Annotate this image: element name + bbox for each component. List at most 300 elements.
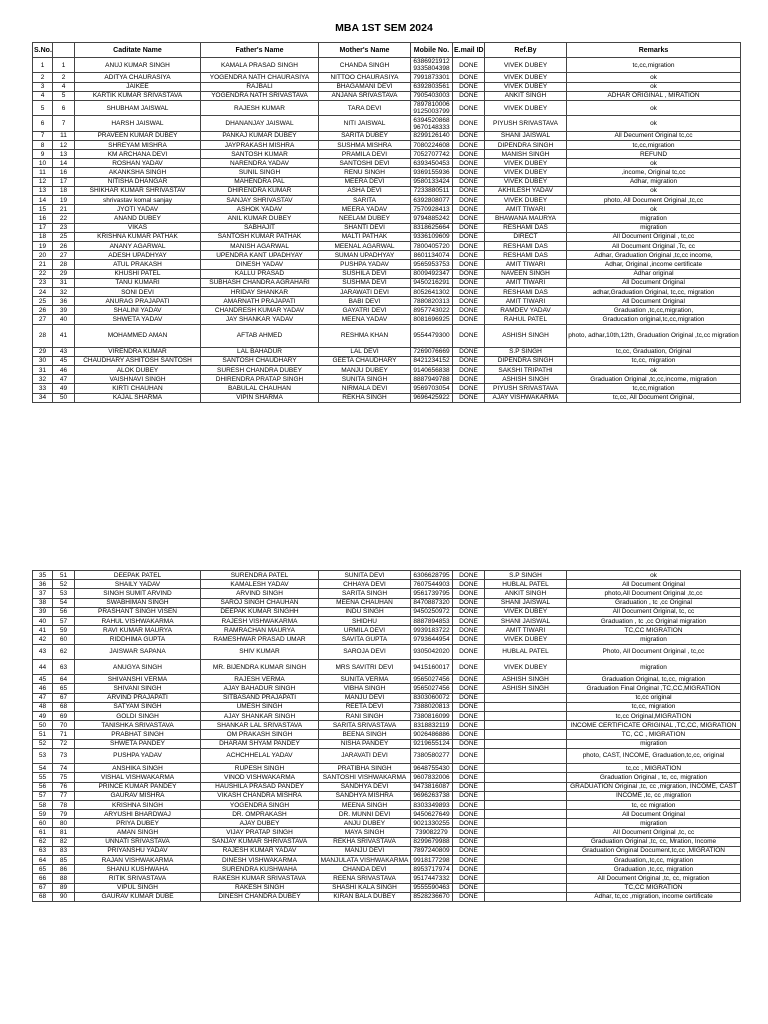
cell-remarks: Adhar original [567, 269, 741, 278]
cell-no: 25 [53, 232, 75, 241]
cell-no: 23 [53, 223, 75, 232]
cell-ref-by: RAHUL PATEL [485, 315, 567, 324]
table-row [33, 251, 741, 260]
cell-mother-name: SARITA DUBEY [319, 131, 411, 140]
cell-candidate-name: VISHAL VISHWAKARMA [75, 773, 201, 782]
cell-email-status: DONE [453, 644, 485, 659]
cell-email-status: DONE [453, 223, 485, 232]
cell-father-name: DR. OMPRAKASH [201, 810, 319, 819]
cell-mobile: 8081696925 [411, 315, 453, 324]
cell-father-name: RAJESH VISHWAKARMA [201, 616, 319, 625]
cell-father-name: SANJAY SHRIVASTAV [201, 196, 319, 205]
table-row [33, 721, 741, 730]
table-row [33, 82, 741, 91]
table-row [33, 324, 741, 347]
cell-no: 51 [53, 571, 75, 580]
cell-candidate-name: ADITYA CHAURASIYA [75, 73, 201, 82]
cell-email-status: DONE [453, 730, 485, 739]
cell-ref-by: SHANI JAISWAL [485, 131, 567, 140]
table-row [33, 739, 741, 748]
cell-mobile: 9219655124 [411, 739, 453, 748]
header-blank [53, 43, 75, 58]
cell-sno: 7 [33, 131, 53, 140]
cell-no: 56 [53, 607, 75, 616]
cell-mobile: 9580133424 [411, 177, 453, 186]
cell-father-name: SHIV KUMAR [201, 644, 319, 659]
table-row [33, 693, 741, 702]
cell-sno: 5 [33, 100, 53, 115]
cell-mobile: 8953717974 [411, 865, 453, 874]
cell-father-name: KAMALESH YADAV [201, 580, 319, 589]
table-row [33, 819, 741, 828]
cell-no: 88 [53, 874, 75, 883]
table-row [33, 366, 741, 375]
cell-ref-by [485, 693, 567, 702]
cell-candidate-name: JAISWAR SAPANA [75, 644, 201, 659]
cell-father-name: RAKESH KUMAR SRIVASTAVA [201, 874, 319, 883]
cell-remarks: tc,cc, Graduation, Original [567, 347, 741, 356]
table-row [33, 140, 741, 149]
cell-no: 31 [53, 278, 75, 287]
cell-candidate-name: GAURAV KUMAR DUBE [75, 892, 201, 901]
header-father-name: Father's Name [201, 43, 319, 58]
cell-candidate-name: ARVIND PRAJAPATI [75, 693, 201, 702]
cell-mother-name: PRATIBHA SINGH [319, 764, 411, 773]
cell-ref-by: HUBLAL PATEL [485, 580, 567, 589]
header-sno: S.No. [33, 43, 53, 58]
cell-remarks: REFUND [567, 150, 741, 159]
cell-email-status: DONE [453, 892, 485, 901]
cell-email-status: DONE [453, 837, 485, 846]
cell-candidate-name: DEEPAK PATEL [75, 571, 201, 580]
cell-father-name: UPENDRA KANT UPADHYAY [201, 251, 319, 260]
cell-email-status: DONE [453, 91, 485, 100]
cell-ref-by: S.P SINGH [485, 571, 567, 580]
cell-email-status: DONE [453, 684, 485, 693]
cell-father-name: DHARAM SHYAM PANDEY [201, 739, 319, 748]
cell-no: 72 [53, 739, 75, 748]
cell-father-name: KALLU PRASAD [201, 269, 319, 278]
cell-email-status: DONE [453, 791, 485, 800]
cell-no: 78 [53, 800, 75, 809]
cell-mother-name: SANTOSHI VISHWAKARMA [319, 773, 411, 782]
cell-mobile: 6392803561 [411, 82, 453, 91]
cell-mobile: 9696425922 [411, 393, 453, 402]
cell-mobile: 7897240809 [411, 846, 453, 855]
cell-mobile: 7388020813 [411, 702, 453, 711]
cell-mother-name: SARITA SINGH [319, 589, 411, 598]
cell-remarks: photo, All Document Original ,tc,cc [567, 196, 741, 205]
cell-ref-by [485, 883, 567, 892]
cell-no: 2 [53, 73, 75, 82]
cell-candidate-name: JAIKEE [75, 82, 201, 91]
table-row [33, 116, 741, 131]
cell-candidate-name: SATYAM SINGH [75, 702, 201, 711]
cell-ref-by: DIPENDRA SINGH [485, 140, 567, 149]
cell-mother-name: NITTOO CHAURASIYA [319, 73, 411, 82]
cell-candidate-name: shrivastav komal sanjay [75, 196, 201, 205]
cell-remarks: tc,cc, migration [567, 702, 741, 711]
header-ref-by: Ref.By [485, 43, 567, 58]
cell-mobile: 8009492347 [411, 269, 453, 278]
cell-candidate-name: MOHAMMED AMAN [75, 324, 201, 347]
cell-candidate-name: ANSHIKA SINGH [75, 764, 201, 773]
cell-father-name: DINESH VISHWAKARMA [201, 856, 319, 865]
cell-no: 36 [53, 297, 75, 306]
cell-mobile: 9561739795 [411, 589, 453, 598]
cell-remarks: Adhar, Graduation Original ,tc,cc income, [567, 251, 741, 260]
table-row [33, 598, 741, 607]
cell-sno: 25 [33, 297, 53, 306]
cell-remarks: ok [567, 571, 741, 580]
cell-ref-by: AMIT TIWARI [485, 626, 567, 635]
cell-candidate-name: ALOK DUBEY [75, 366, 201, 375]
cell-no: 32 [53, 287, 75, 296]
table-row [33, 287, 741, 296]
cell-sno: 22 [33, 269, 53, 278]
cell-no: 74 [53, 764, 75, 773]
cell-sno: 62 [33, 837, 53, 846]
cell-remarks: All Document Original [567, 297, 741, 306]
cell-email-status: DONE [453, 324, 485, 347]
cell-no: 52 [53, 580, 75, 589]
cell-mother-name: SARITA SRIVASTAVA [319, 721, 411, 730]
cell-no: 12 [53, 140, 75, 149]
cell-no: 53 [53, 589, 75, 598]
cell-email-status: DONE [453, 856, 485, 865]
table-row [33, 616, 741, 625]
cell-mobile: 9473816087 [411, 782, 453, 791]
cell-mother-name: MEERA YADAV [319, 205, 411, 214]
cell-mobile: 9793644954 [411, 635, 453, 644]
cell-mother-name: SAVITA GUPTA [319, 635, 411, 644]
cell-candidate-name: KRISHNA KUMAR PATHAK [75, 232, 201, 241]
cell-ref-by: NAVEEN SINGH [485, 269, 567, 278]
cell-mobile: 9565027456 [411, 675, 453, 684]
cell-father-name: PANKAJ KUMAR DUBEY [201, 131, 319, 140]
table-row [33, 232, 741, 241]
cell-father-name: CHANDRESH KUMAR YADAV [201, 306, 319, 315]
cell-mother-name: GEETA CHAUDHARY [319, 356, 411, 365]
cell-no: 39 [53, 306, 75, 315]
cell-remarks: migration [567, 739, 741, 748]
cell-mother-name: SHIDHU [319, 616, 411, 625]
cell-mother-name: MANJU DUBEY [319, 366, 411, 375]
cell-ref-by [485, 819, 567, 828]
cell-email-status: DONE [453, 748, 485, 763]
cell-sno: 32 [33, 375, 53, 384]
cell-sno: 10 [33, 159, 53, 168]
cell-sno: 66 [33, 874, 53, 883]
cell-candidate-name: PRIYANSHU YADAV [75, 846, 201, 855]
cell-candidate-name: VAISHNAVI SINGH [75, 375, 201, 384]
cell-mother-name: REENA SRIVASTAVA [319, 874, 411, 883]
cell-no: 46 [53, 366, 75, 375]
cell-mother-name: SAROJA DEVI [319, 644, 411, 659]
table-row [33, 644, 741, 659]
cell-father-name: SABHAJIT [201, 223, 319, 232]
cell-remarks: Graduation Original Document,tc,cc ,MIGRATION [567, 846, 741, 855]
cell-mother-name: SUSHILA DEVI [319, 269, 411, 278]
cell-sno: 24 [33, 287, 53, 296]
cell-candidate-name: SHWETA PANDEY [75, 739, 201, 748]
cell-sno: 44 [33, 659, 53, 674]
cell-sno: 39 [33, 607, 53, 616]
table-row [33, 315, 741, 324]
cell-candidate-name: SHANU KUSHWAHA [75, 865, 201, 874]
cell-father-name: SAROJ SINGH CHAUHAN [201, 598, 319, 607]
cell-ref-by [485, 748, 567, 763]
header-candidate-name: Caditate Name [75, 43, 201, 58]
cell-ref-by: SAKSHI TRIPATHI [485, 366, 567, 375]
cell-sno: 56 [33, 782, 53, 791]
cell-mobile: 7269076669 [411, 347, 453, 356]
cell-candidate-name: AKANKSHA SINGH [75, 168, 201, 177]
cell-remarks: ok [567, 186, 741, 195]
cell-father-name: LAL BAHADUR [201, 347, 319, 356]
cell-mother-name: NEELAM DUBEY [319, 214, 411, 223]
cell-email-status: DONE [453, 232, 485, 241]
cell-mother-name: MEENAL AGARWAL [319, 241, 411, 250]
cell-ref-by [485, 773, 567, 782]
cell-mobile: 8887949788 [411, 375, 453, 384]
table-body-1 [33, 58, 741, 403]
table-row [33, 375, 741, 384]
cell-candidate-name: CHAUDHARY ASHITOSH SANTOSH [75, 356, 201, 365]
cell-candidate-name: KHUSHI PATEL [75, 269, 201, 278]
table-row [33, 223, 741, 232]
cell-email-status: DONE [453, 214, 485, 223]
table-row [33, 764, 741, 773]
cell-no: 7 [53, 116, 75, 131]
cell-mother-name: RANI SINGH [319, 712, 411, 721]
page-title: MBA 1ST SEM 2024 [335, 22, 433, 34]
cell-candidate-name: NITISHA DHANGAR [75, 177, 201, 186]
cell-remarks: Graduation , tc ,cc Original [567, 598, 741, 607]
cell-candidate-name: GOLDI SINGH [75, 712, 201, 721]
cell-mobile: 9450216291 [411, 278, 453, 287]
cell-no: 83 [53, 846, 75, 855]
header-remarks: Remarks [567, 43, 741, 58]
cell-ref-by: HUBLAL PATEL [485, 644, 567, 659]
student-table-1 [32, 42, 741, 403]
cell-sno: 3 [33, 82, 53, 91]
cell-ref-by: AMIT TIWARI [485, 205, 567, 214]
cell-candidate-name: SHUBHAM JAISWAL [75, 100, 201, 115]
cell-remarks: tc,cc,migration [567, 384, 741, 393]
cell-candidate-name: SHAILY YADAV [75, 580, 201, 589]
cell-mobile: 9415160017 [411, 659, 453, 674]
cell-sno: 30 [33, 356, 53, 365]
cell-mobile: 9918177298 [411, 856, 453, 865]
cell-mother-name: MANJULATA VISHWAKARMA [319, 856, 411, 865]
table-row [33, 356, 741, 365]
cell-ref-by [485, 721, 567, 730]
cell-sno: 63 [33, 846, 53, 855]
cell-sno: 41 [33, 626, 53, 635]
cell-mother-name: MANJU DEVI [319, 693, 411, 702]
cell-remarks: Graduation , tc ,cc Original migration [567, 616, 741, 625]
cell-no: 64 [53, 675, 75, 684]
cell-sno: 42 [33, 635, 53, 644]
cell-sno: 36 [33, 580, 53, 589]
table-row [33, 712, 741, 721]
cell-mother-name: SHANTI DEVI [319, 223, 411, 232]
cell-sno: 6 [33, 116, 53, 131]
cell-remarks: ok [567, 366, 741, 375]
cell-ref-by [485, 810, 567, 819]
cell-mobile: 9450627649 [411, 810, 453, 819]
cell-mother-name: CHANDA SINGH [319, 58, 411, 73]
cell-sno: 11 [33, 168, 53, 177]
cell-remarks: All Document Original , tc,cc [567, 232, 741, 241]
header-mother-name: Mother's Name [319, 43, 411, 58]
cell-mother-name: SANDHYA DEVI [319, 782, 411, 791]
cell-mother-name: SARITA [319, 196, 411, 205]
cell-candidate-name: KAJAL SHARMA [75, 393, 201, 402]
cell-father-name: RAJESH VERMA [201, 675, 319, 684]
cell-sno: 55 [33, 773, 53, 782]
cell-remarks: tc,cc, All Document Original, [567, 393, 741, 402]
cell-no: 65 [53, 684, 75, 693]
cell-mobile: 8303349893 [411, 800, 453, 809]
cell-father-name: AJAY BAHADUR SINGH [201, 684, 319, 693]
cell-no: 21 [53, 205, 75, 214]
cell-no: 16 [53, 168, 75, 177]
cell-no: 77 [53, 791, 75, 800]
cell-email-status: DONE [453, 150, 485, 159]
cell-email-status: DONE [453, 626, 485, 635]
table-row [33, 214, 741, 223]
header-mobile-no: Mobile No. [411, 43, 453, 58]
cell-mother-name: TARA DEVI [319, 100, 411, 115]
cell-no: 89 [53, 883, 75, 892]
cell-mother-name: MEERA DEVI [319, 177, 411, 186]
cell-father-name: MAHENDRA PAL [201, 177, 319, 186]
cell-sno: 23 [33, 278, 53, 287]
cell-ref-by: RESHAMI DAS [485, 251, 567, 260]
cell-remarks: adhar,Graduation Original, tc,cc, migration [567, 287, 741, 296]
cell-remarks: tc,cc original [567, 693, 741, 702]
cell-mother-name: SUMAN UPADHYAY [319, 251, 411, 260]
cell-remarks: INCOME CERTIFICATE ORIGINAL ,TC,CC, MIGRATION [567, 721, 741, 730]
cell-ref-by: VIVEK DUBEY [485, 58, 567, 73]
cell-sno: 48 [33, 702, 53, 711]
cell-mother-name: MANJU DEVI [319, 846, 411, 855]
cell-mother-name: MALTI PATHAK [319, 232, 411, 241]
cell-candidate-name: RAVI KUMAR MAURYA [75, 626, 201, 635]
cell-ref-by: VIVEK DUBEY [485, 607, 567, 616]
cell-no: 6 [53, 100, 75, 115]
cell-mobile: 9939183722 [411, 626, 453, 635]
table-header-row [33, 43, 741, 58]
cell-mobile: 8957743022 [411, 306, 453, 315]
cell-email-status: DONE [453, 356, 485, 365]
cell-email-status: DONE [453, 393, 485, 402]
cell-no: 29 [53, 269, 75, 278]
table-row [33, 635, 741, 644]
cell-sno: 58 [33, 800, 53, 809]
cell-ref-by [485, 739, 567, 748]
cell-father-name: RAJESH KUMAR YADAV [201, 846, 319, 855]
table-row [33, 168, 741, 177]
cell-sno: 13 [33, 186, 53, 195]
table-row [33, 580, 741, 589]
cell-remarks: ok [567, 205, 741, 214]
cell-no: 63 [53, 659, 75, 674]
cell-candidate-name: VIPUL SINGH [75, 883, 201, 892]
table-row [33, 100, 741, 115]
cell-mother-name: REETA DEVI [319, 702, 411, 711]
cell-remarks: ok [567, 82, 741, 91]
cell-email-status: DONE [453, 571, 485, 580]
cell-candidate-name: SHIKHAR KUMAR SHRIVASTAV [75, 186, 201, 195]
table-row [33, 589, 741, 598]
cell-no: 86 [53, 865, 75, 874]
cell-mother-name: MAYA SINGH [319, 828, 411, 837]
table-row [33, 626, 741, 635]
cell-ref-by: DIPENDRA SINGH [485, 356, 567, 365]
cell-ref-by [485, 865, 567, 874]
cell-remarks: ,income, Original tc,cc [567, 168, 741, 177]
table-row [33, 131, 741, 140]
cell-remarks: Graduation ,tc,cc, migration [567, 865, 741, 874]
cell-ref-by: ASHISH SINGH [485, 675, 567, 684]
cell-father-name: ACHCHHELAL YADAV [201, 748, 319, 763]
cell-email-status: DONE [453, 260, 485, 269]
cell-father-name: AMARNATH PRAJAPATI [201, 297, 319, 306]
cell-father-name: AFTAB AHMED [201, 324, 319, 347]
cell-mother-name: ANJANA SRIVASTAVA [319, 91, 411, 100]
cell-no: 13 [53, 150, 75, 159]
cell-candidate-name: PRABHAT SINGH [75, 730, 201, 739]
table-row [33, 810, 741, 819]
cell-ref-by: BHAWANA MAURYA [485, 214, 567, 223]
table-row [33, 773, 741, 782]
cell-candidate-name: ADESH UPADHYAY [75, 251, 201, 260]
cell-candidate-name: SONI DEVI [75, 287, 201, 296]
cell-father-name: DHANANJAY JAISWAL [201, 116, 319, 131]
cell-no: 59 [53, 626, 75, 635]
cell-mobile: 9369155936 [411, 168, 453, 177]
cell-ref-by: RESHAMI DAS [485, 241, 567, 250]
cell-remarks: GRADUATION Original ,tc, cc ,migration, INCOME, CAST [567, 782, 741, 791]
cell-candidate-name: ATUL PRAKASH [75, 260, 201, 269]
cell-remarks: Graduation Original ,tc, cc, Mration, Income [567, 837, 741, 846]
cell-ref-by: ASHISH SINGH [485, 324, 567, 347]
cell-email-status: DONE [453, 278, 485, 287]
cell-email-status: DONE [453, 865, 485, 874]
cell-father-name: AJAY DUBEY [201, 819, 319, 828]
cell-ref-by: VIVEK DUBEY [485, 196, 567, 205]
cell-mother-name: SUSHMA MISHRA [319, 140, 411, 149]
cell-email-status: DONE [453, 100, 485, 115]
cell-remarks: Graduation Original, tc,cc, migration [567, 675, 741, 684]
cell-no: 81 [53, 828, 75, 837]
cell-sno: 4 [33, 91, 53, 100]
cell-sno: 29 [33, 347, 53, 356]
cell-father-name: HAUSHILA PRASAD PANDEY [201, 782, 319, 791]
cell-email-status: DONE [453, 819, 485, 828]
cell-sno: 57 [33, 791, 53, 800]
cell-email-status: DONE [453, 828, 485, 837]
cell-mother-name: SUNITA VERMA [319, 675, 411, 684]
table-row [33, 269, 741, 278]
cell-ref-by: RESHAMI DAS [485, 223, 567, 232]
cell-ref-by [485, 856, 567, 865]
cell-remarks: Graduation Original , tc, cc, migration [567, 773, 741, 782]
cell-remarks: photo, CAST, INCOME, Graduation,tc,cc, original [567, 748, 741, 763]
